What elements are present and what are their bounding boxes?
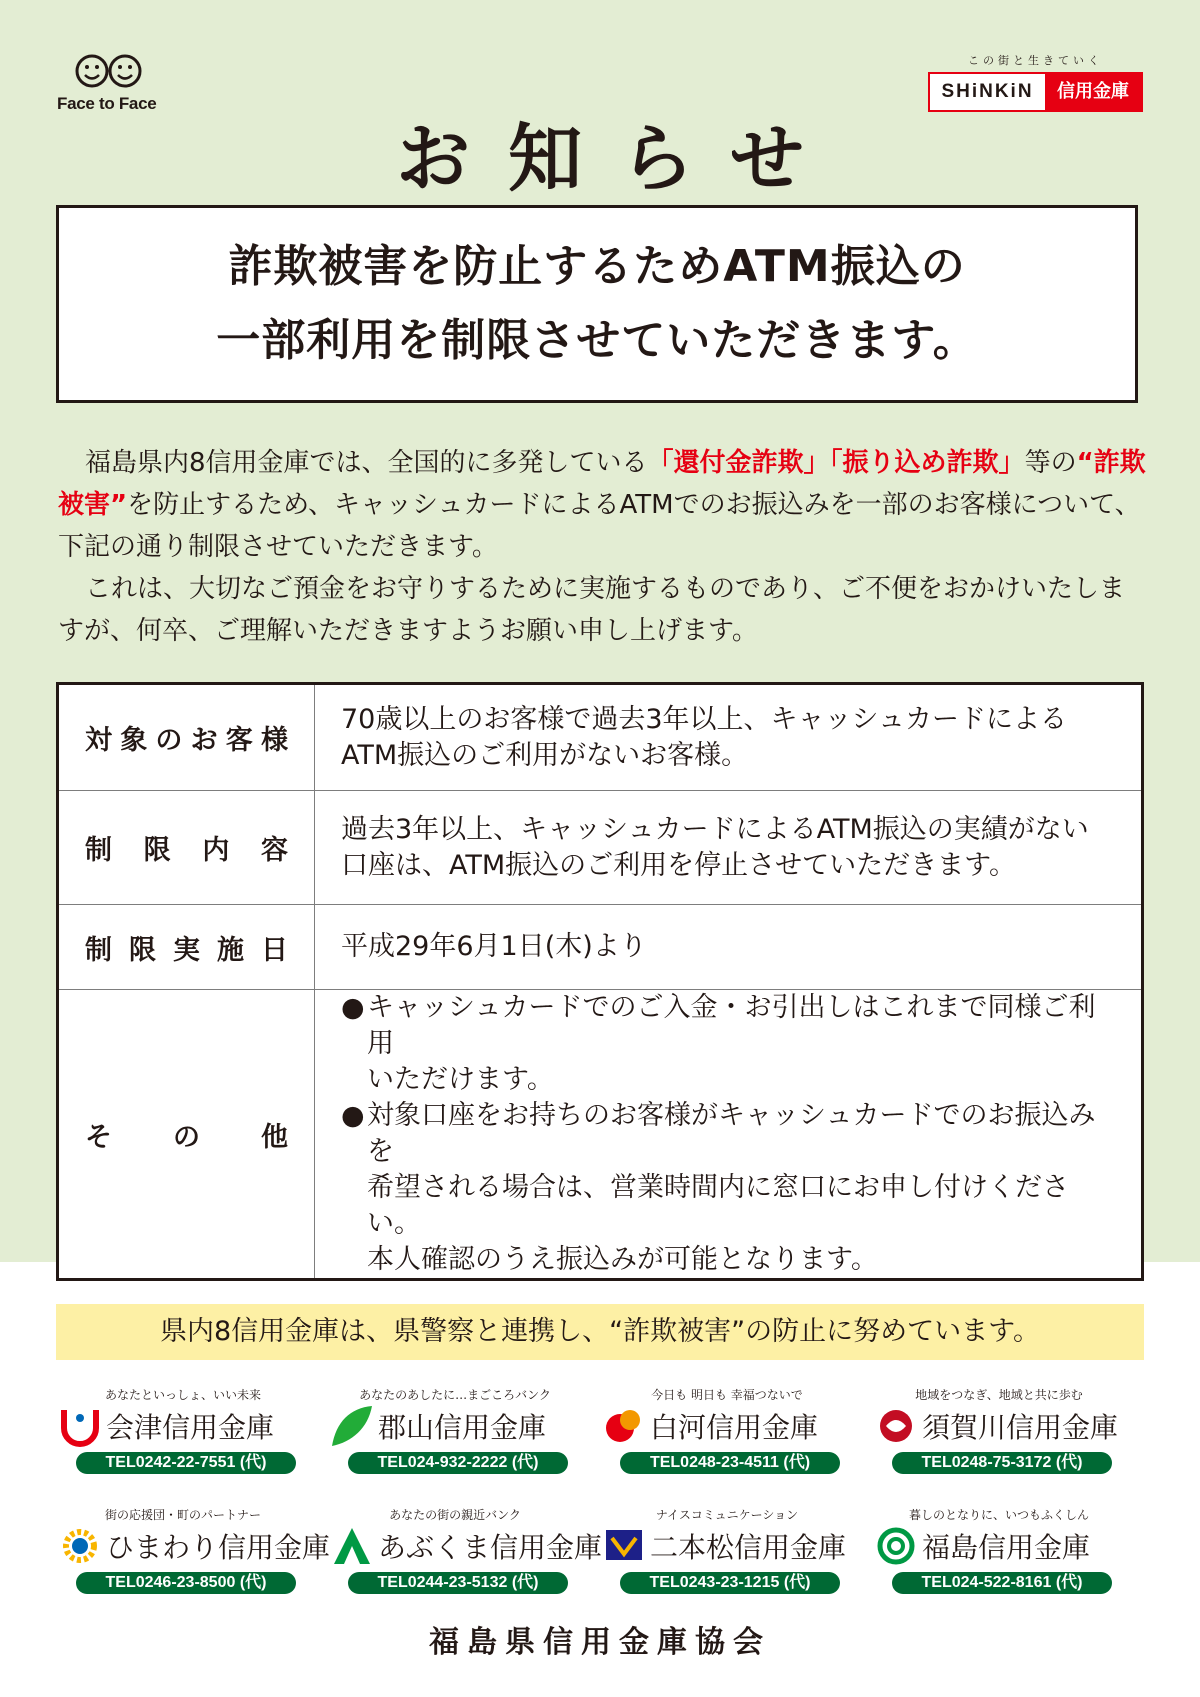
shinkin-en: SHiNKiN	[941, 81, 1034, 102]
intro-text-b: 等の	[1024, 448, 1077, 478]
target-value-line-2: ATM振込のご利用がないお客様。	[341, 739, 749, 771]
bank-name: ひまわり信用金庫	[106, 1531, 331, 1564]
bank-fukushima	[874, 1506, 1146, 1598]
target-value-line-1: 70歳以上のお客様で過去3年以上、キャッシュカードによる	[341, 703, 1067, 735]
bank-nihonmatsu	[602, 1506, 874, 1598]
info-table	[56, 682, 1144, 1281]
bank-tagline: 今日も 明日も 幸福つないで	[651, 1388, 803, 1402]
bank-koriyama	[330, 1386, 602, 1478]
shinkin-jp: 信用金庫	[1045, 74, 1141, 110]
headline-box	[56, 205, 1138, 403]
restriction-label: 制 限 内 容	[58, 791, 315, 905]
bank-name: 福島信用金庫	[922, 1531, 1091, 1564]
intro-text-a: 福島県内8信用金庫では、全国的に多発している	[85, 448, 648, 478]
headline-line-1: 詐欺被害を防止するためATM振込の	[228, 241, 966, 292]
table-row-date	[58, 905, 1143, 990]
bank-name: 須賀川信用金庫	[922, 1411, 1119, 1444]
bank-tagline: ナイスコミュニケーション	[655, 1508, 799, 1522]
bank-name: 郡山信用金庫	[378, 1411, 547, 1444]
bank-sukagawa	[874, 1386, 1146, 1478]
fukushima-logo-icon	[874, 1524, 918, 1568]
bank-tel: TEL024-522-8161 (代)	[892, 1572, 1112, 1594]
target-value	[315, 684, 1143, 791]
bank-tel: TEL0244-23-5132 (代)	[348, 1572, 568, 1594]
bank-tel: TEL0248-23-4511 (代)	[620, 1452, 840, 1474]
restriction-value	[315, 791, 1143, 905]
bank-shirakawa	[602, 1386, 874, 1478]
koriyama-leaf-icon	[330, 1404, 374, 1448]
other-label: そ の 他	[58, 990, 315, 1280]
other-bullet-1: ● キャッシュカードでのご入金・お引出しはこれまで同様ご利用 いただけます。	[341, 990, 1117, 1098]
smiley-faces-icon	[75, 52, 143, 90]
bullet-icon: ●	[341, 1100, 365, 1131]
face-to-face-text: Face to Face	[57, 94, 157, 113]
bank-name: 白河信用金庫	[650, 1411, 819, 1444]
bank-name: 会津信用金庫	[106, 1411, 275, 1444]
shirakawa-logo-icon	[602, 1404, 646, 1448]
bank-tagline: あなたといっしょ、いい未来	[104, 1388, 261, 1402]
bank-himawari	[58, 1506, 330, 1598]
bank-abukuma	[330, 1506, 602, 1598]
headline-line-2: 一部利用を制限させていただきます。	[216, 315, 978, 366]
bank-tagline: 暮しのとなりに、いつもふくしん	[908, 1508, 1089, 1522]
restriction-value-line-1: 過去3年以上、キャッシュカードによるATM振込の実績がない	[341, 813, 1089, 845]
bank-tagline: 地域をつなぎ、地域と共に歩む	[915, 1388, 1083, 1402]
intro-highlight-fraud-types: 「還付金詐欺」「振り込め詐欺」	[647, 448, 1025, 478]
association-name: 福島県信用金庫協会	[429, 1625, 771, 1660]
table-row-other	[58, 990, 1143, 1280]
bank-tagline: 街の応援団・町のパートナー	[104, 1508, 261, 1522]
bank-tagline: あなたの街の親近バンク	[389, 1508, 521, 1522]
intro-paragraph-2: これは、大切なご預金をお守りするために実施するものであり、ご不便をおかけいたしますが、何卒、ご理解いただきますようお願い申し上げます。	[58, 574, 1126, 646]
restriction-value-line-2: 口座は、ATM振込のご利用を停止させていただきます。	[341, 849, 1017, 881]
intro-highlight-fraud-damage: “詐欺被害”	[58, 448, 1146, 520]
other-bullet-2: ● 対象口座をお持ちのお客様がキャッシュカードでのお振込みを 希望される場合は、営業時間内に窓口にお申し付けください。 本人確認のうえ振込みが可能となります。	[341, 1098, 1117, 1278]
cooperation-banner: 県内8信用金庫は、県警察と連携し、“詐欺被害”の防止に努めています。	[56, 1304, 1144, 1360]
target-label: 対 象 の お 客 様	[58, 684, 315, 791]
table-row-target	[58, 684, 1143, 791]
sunflower-icon	[58, 1524, 102, 1568]
bank-aizu	[58, 1386, 330, 1478]
bullet-icon: ●	[341, 992, 365, 1023]
bank-tagline: あなたのあしたに…まごころバンク	[359, 1388, 551, 1402]
sukagawa-logo-icon	[874, 1404, 918, 1448]
bank-tel: TEL0246-23-8500 (代)	[76, 1572, 296, 1594]
other-value	[315, 990, 1143, 1280]
table-row-restriction	[58, 791, 1143, 905]
bank-tel: TEL0243-23-1215 (代)	[620, 1572, 840, 1594]
intro-text-c: を防止するため、キャッシュカードによるATMでのお振込みを一部のお客様について、下記の通り制限させていただきます。	[58, 490, 1141, 562]
bank-list	[58, 1386, 1148, 1598]
aizu-logo-icon	[58, 1404, 102, 1448]
bank-name: あぶくま信用金庫	[378, 1531, 603, 1564]
abukuma-logo-icon	[330, 1524, 374, 1568]
bank-tel: TEL0248-75-3172 (代)	[892, 1452, 1112, 1474]
shinkin-tagline: この街と生きていく	[968, 54, 1103, 67]
bank-tel: TEL0242-22-7551 (代)	[76, 1452, 296, 1474]
nihonmatsu-logo-icon	[602, 1524, 646, 1568]
bank-tel: TEL024-932-2222 (代)	[348, 1452, 568, 1474]
page-title: お知らせ	[396, 116, 842, 202]
intro-paragraph-1	[58, 442, 1148, 568]
date-label: 制 限 実 施 日	[58, 905, 315, 990]
date-value: 平成29年6月1日(木)より	[315, 905, 1143, 990]
intro-text	[58, 442, 1148, 652]
bank-name: 二本松信用金庫	[650, 1531, 847, 1564]
